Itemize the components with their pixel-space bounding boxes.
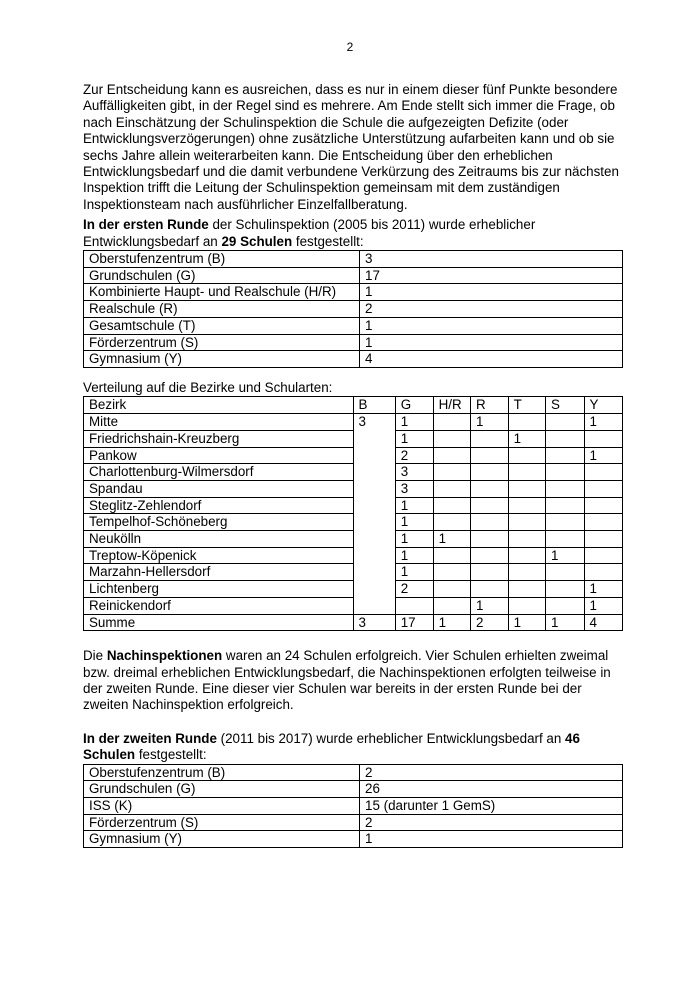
value-cell [584, 531, 623, 548]
value-cell: 1 [395, 514, 433, 531]
count-cell: 4 [360, 351, 623, 368]
district-cell: Mitte [84, 414, 354, 431]
value-cell [433, 514, 470, 531]
header-cell: R [471, 397, 509, 414]
value-cell [508, 497, 545, 514]
value-cell [471, 464, 509, 481]
header-cell: Y [584, 397, 623, 414]
value-cell: 1 [395, 531, 433, 548]
value-cell [471, 531, 509, 548]
value-cell [546, 564, 584, 581]
round1-table [83, 250, 623, 368]
value-cell: 1 [584, 447, 623, 464]
distribution-table [83, 396, 623, 631]
value-cell [353, 564, 395, 581]
value-cell [471, 514, 509, 531]
header-cell: G [395, 397, 433, 414]
value-cell: 1 [584, 597, 623, 614]
value-cell: 1 [471, 414, 509, 431]
value-cell [508, 447, 545, 464]
header-cell: S [546, 397, 584, 414]
value-cell: 1 [433, 614, 470, 631]
value-cell [508, 464, 545, 481]
value-cell [353, 531, 395, 548]
nachinspektion-paragraph [83, 648, 623, 714]
nachinspektion-text-rest: waren an 24 Schulen erfolgreich. Vier Schulen erhielten zweimal bzw. dreimal erheblichen Entwicklungsbedarf, die Nachinspektionen erfolgten teilweise in der zweiten Runde. Eine dieser vier Schulen war bereits in der ersten Runde bei der zweiten Nachinspektion erfolgreich. [83, 648, 611, 713]
value-cell [471, 564, 509, 581]
school-type-cell: Grundschulen (G) [84, 267, 360, 284]
value-cell [546, 414, 584, 431]
value-cell: 1 [508, 614, 545, 631]
value-cell [433, 414, 470, 431]
table-row [84, 798, 623, 815]
nachinspektion-bold-lead: Nachinspektionen [106, 648, 223, 664]
value-cell [508, 581, 545, 598]
sum-row [84, 614, 623, 631]
table-row [84, 597, 623, 614]
value-cell [546, 464, 584, 481]
value-cell [546, 447, 584, 464]
count-cell: 26 [360, 781, 623, 798]
value-cell: 3 [395, 464, 433, 481]
value-cell [395, 597, 433, 614]
value-cell [508, 514, 545, 531]
value-cell [471, 547, 509, 564]
round2-table [83, 764, 623, 849]
value-cell [508, 547, 545, 564]
value-cell: 17 [395, 614, 433, 631]
value-cell [353, 464, 395, 481]
count-cell: 1 [360, 317, 623, 334]
value-cell: 1 [395, 414, 433, 431]
value-cell: 2 [395, 447, 433, 464]
header-cell: Bezirk [84, 397, 354, 414]
value-cell [584, 430, 623, 447]
value-cell: 1 [395, 547, 433, 564]
value-cell [353, 497, 395, 514]
table-row [84, 267, 623, 284]
value-cell [471, 581, 509, 598]
round1-text-mid: der Schulinspektion (2005 bis 2011) wurde erheblicher Entwicklungsbedarf an [83, 217, 536, 249]
round2-text-mid: (2011 bis 2017) wurde erheblicher Entwicklungsbedarf an [216, 730, 566, 746]
count-cell: 17 [360, 267, 623, 284]
value-cell [433, 464, 470, 481]
school-type-cell: ISS (K) [84, 798, 360, 815]
table-row [84, 414, 623, 431]
value-cell [353, 581, 395, 598]
school-type-cell: Förderzentrum (S) [84, 814, 360, 831]
district-cell: Friedrichshain-Kreuzberg [84, 430, 354, 447]
value-cell [508, 564, 545, 581]
round1-bold-lead: In der ersten Runde [83, 217, 209, 233]
table-row [84, 531, 623, 548]
value-cell [433, 447, 470, 464]
value-cell [433, 547, 470, 564]
value-cell [433, 497, 470, 514]
district-cell: Lichtenberg [84, 581, 354, 598]
district-cell: Summe [84, 614, 354, 631]
distribution-heading: Verteilung auf die Bezirke und Schularten: [83, 379, 333, 395]
count-cell: 3 [360, 251, 623, 268]
school-type-cell: Gymnasium (Y) [84, 831, 360, 848]
table-row [84, 581, 623, 598]
value-cell [471, 497, 509, 514]
count-cell: 2 [360, 301, 623, 318]
value-cell [584, 497, 623, 514]
school-type-cell: Förderzentrum (S) [84, 334, 360, 351]
value-cell: 1 [395, 430, 433, 447]
count-cell: 15 (darunter 1 GemS) [360, 798, 623, 815]
header-cell: T [508, 397, 545, 414]
table-row [84, 814, 623, 831]
value-cell [433, 430, 470, 447]
value-cell: 1 [471, 597, 509, 614]
district-cell: Charlottenburg-Wilmersdorf [84, 464, 354, 481]
value-cell [471, 447, 509, 464]
table-row [84, 430, 623, 447]
value-cell: 3 [353, 614, 395, 631]
value-cell [546, 430, 584, 447]
count-cell: 1 [360, 334, 623, 351]
value-cell: 1 [508, 430, 545, 447]
round1-text-end: festgestellt: [292, 233, 364, 249]
school-type-cell: Grundschulen (G) [84, 781, 360, 798]
page-number: 2 [346, 40, 354, 54]
nachinspektion-text-start: Die [83, 648, 107, 664]
table-row [84, 514, 623, 531]
value-cell [433, 597, 470, 614]
value-cell: 1 [395, 564, 433, 581]
table-header-row [84, 397, 623, 414]
value-cell: 2 [395, 581, 433, 598]
value-cell [546, 531, 584, 548]
value-cell [508, 531, 545, 548]
value-cell [471, 430, 509, 447]
table-row [84, 334, 623, 351]
value-cell [353, 547, 395, 564]
table-row [84, 301, 623, 318]
count-cell: 1 [360, 831, 623, 848]
table-row [84, 464, 623, 481]
district-cell: Marzahn-Hellersdorf [84, 564, 354, 581]
value-cell [546, 514, 584, 531]
count-cell: 1 [360, 284, 623, 301]
school-type-cell: Realschule (R) [84, 301, 360, 318]
round2-bold-count: 46 Schulen [83, 730, 580, 763]
school-type-cell: Oberstufenzentrum (B) [84, 764, 360, 781]
round2-text-end: festgestellt: [135, 747, 207, 763]
value-cell: 2 [471, 614, 509, 631]
round2-bold-lead: In der zweiten Runde [83, 730, 217, 746]
round1-heading [83, 217, 623, 250]
value-cell [353, 514, 395, 531]
value-cell [584, 464, 623, 481]
table-row [84, 317, 623, 334]
table-row [84, 564, 623, 581]
district-cell: Steglitz-Zehlendorf [84, 497, 354, 514]
school-type-cell: Kombinierte Haupt- und Realschule (H/R) [84, 284, 360, 301]
value-cell [584, 547, 623, 564]
value-cell [508, 597, 545, 614]
district-cell: Pankow [84, 447, 354, 464]
value-cell: 1 [584, 414, 623, 431]
table-row [84, 447, 623, 464]
value-cell: 1 [546, 547, 584, 564]
table-row [84, 781, 623, 798]
intro-paragraph: Zur Entscheidung kann es ausreichen, dass es nur in einem dieser fünf Punkte besondere Auffälligkeiten gibt, in der Regel sind es mehrere. Am Ende stellt sich immer die Frage, ob nach Einschätzung der Schulinspektion die Schule die aufgezeigten Defizite (oder Entwicklungsverzögerungen) ohne zusätzliche Unterstützung aufarbeiten kann und ob sie sechs Jahre allein weiterarbeiten kann. Die Entscheidung über den erheblichen Entwicklungsbedarf und die damit verbundene Verkürzung des Zeitraums bis zur nächsten Inspektion trifft die Leitung der Schulinspektion gemeinsam mit dem zuständigen Inspektionsteam nach ausführlicher Einzelfallberatung. [83, 82, 619, 212]
table-row [84, 764, 623, 781]
round2-heading [83, 731, 623, 764]
school-type-cell: Gesamtschule (T) [84, 317, 360, 334]
table-row [84, 284, 623, 301]
value-cell: 3 [395, 480, 433, 497]
document-body [83, 82, 623, 848]
value-cell [433, 564, 470, 581]
table-row [84, 831, 623, 848]
school-type-cell: Gymnasium (Y) [84, 351, 360, 368]
district-cell: Spandau [84, 480, 354, 497]
value-cell [546, 497, 584, 514]
table-row [84, 251, 623, 268]
value-cell [353, 447, 395, 464]
count-cell: 2 [360, 814, 623, 831]
value-cell: 1 [584, 581, 623, 598]
value-cell: 3 [353, 414, 395, 431]
value-cell [584, 480, 623, 497]
table-row [84, 351, 623, 368]
value-cell [508, 480, 545, 497]
count-cell: 2 [360, 764, 623, 781]
table-row [84, 547, 623, 564]
value-cell: 4 [584, 614, 623, 631]
value-cell [508, 414, 545, 431]
table-row [84, 497, 623, 514]
value-cell [546, 597, 584, 614]
header-cell: B [353, 397, 395, 414]
value-cell: 1 [546, 614, 584, 631]
round1-bold-count: 29 Schulen [221, 233, 293, 249]
value-cell [353, 430, 395, 447]
district-cell: Neukölln [84, 531, 354, 548]
value-cell [353, 597, 395, 614]
value-cell [433, 480, 470, 497]
school-type-cell: Oberstufenzentrum (B) [84, 251, 360, 268]
value-cell: 1 [395, 497, 433, 514]
value-cell [584, 514, 623, 531]
header-cell: H/R [433, 397, 470, 414]
district-cell: Tempelhof-Schöneberg [84, 514, 354, 531]
value-cell: 1 [433, 531, 470, 548]
district-cell: Treptow-Köpenick [84, 547, 354, 564]
value-cell [433, 581, 470, 598]
value-cell [353, 480, 395, 497]
value-cell [546, 480, 584, 497]
value-cell [546, 581, 584, 598]
district-cell: Reinickendorf [84, 597, 354, 614]
value-cell [584, 564, 623, 581]
value-cell [471, 480, 509, 497]
table-row [84, 480, 623, 497]
